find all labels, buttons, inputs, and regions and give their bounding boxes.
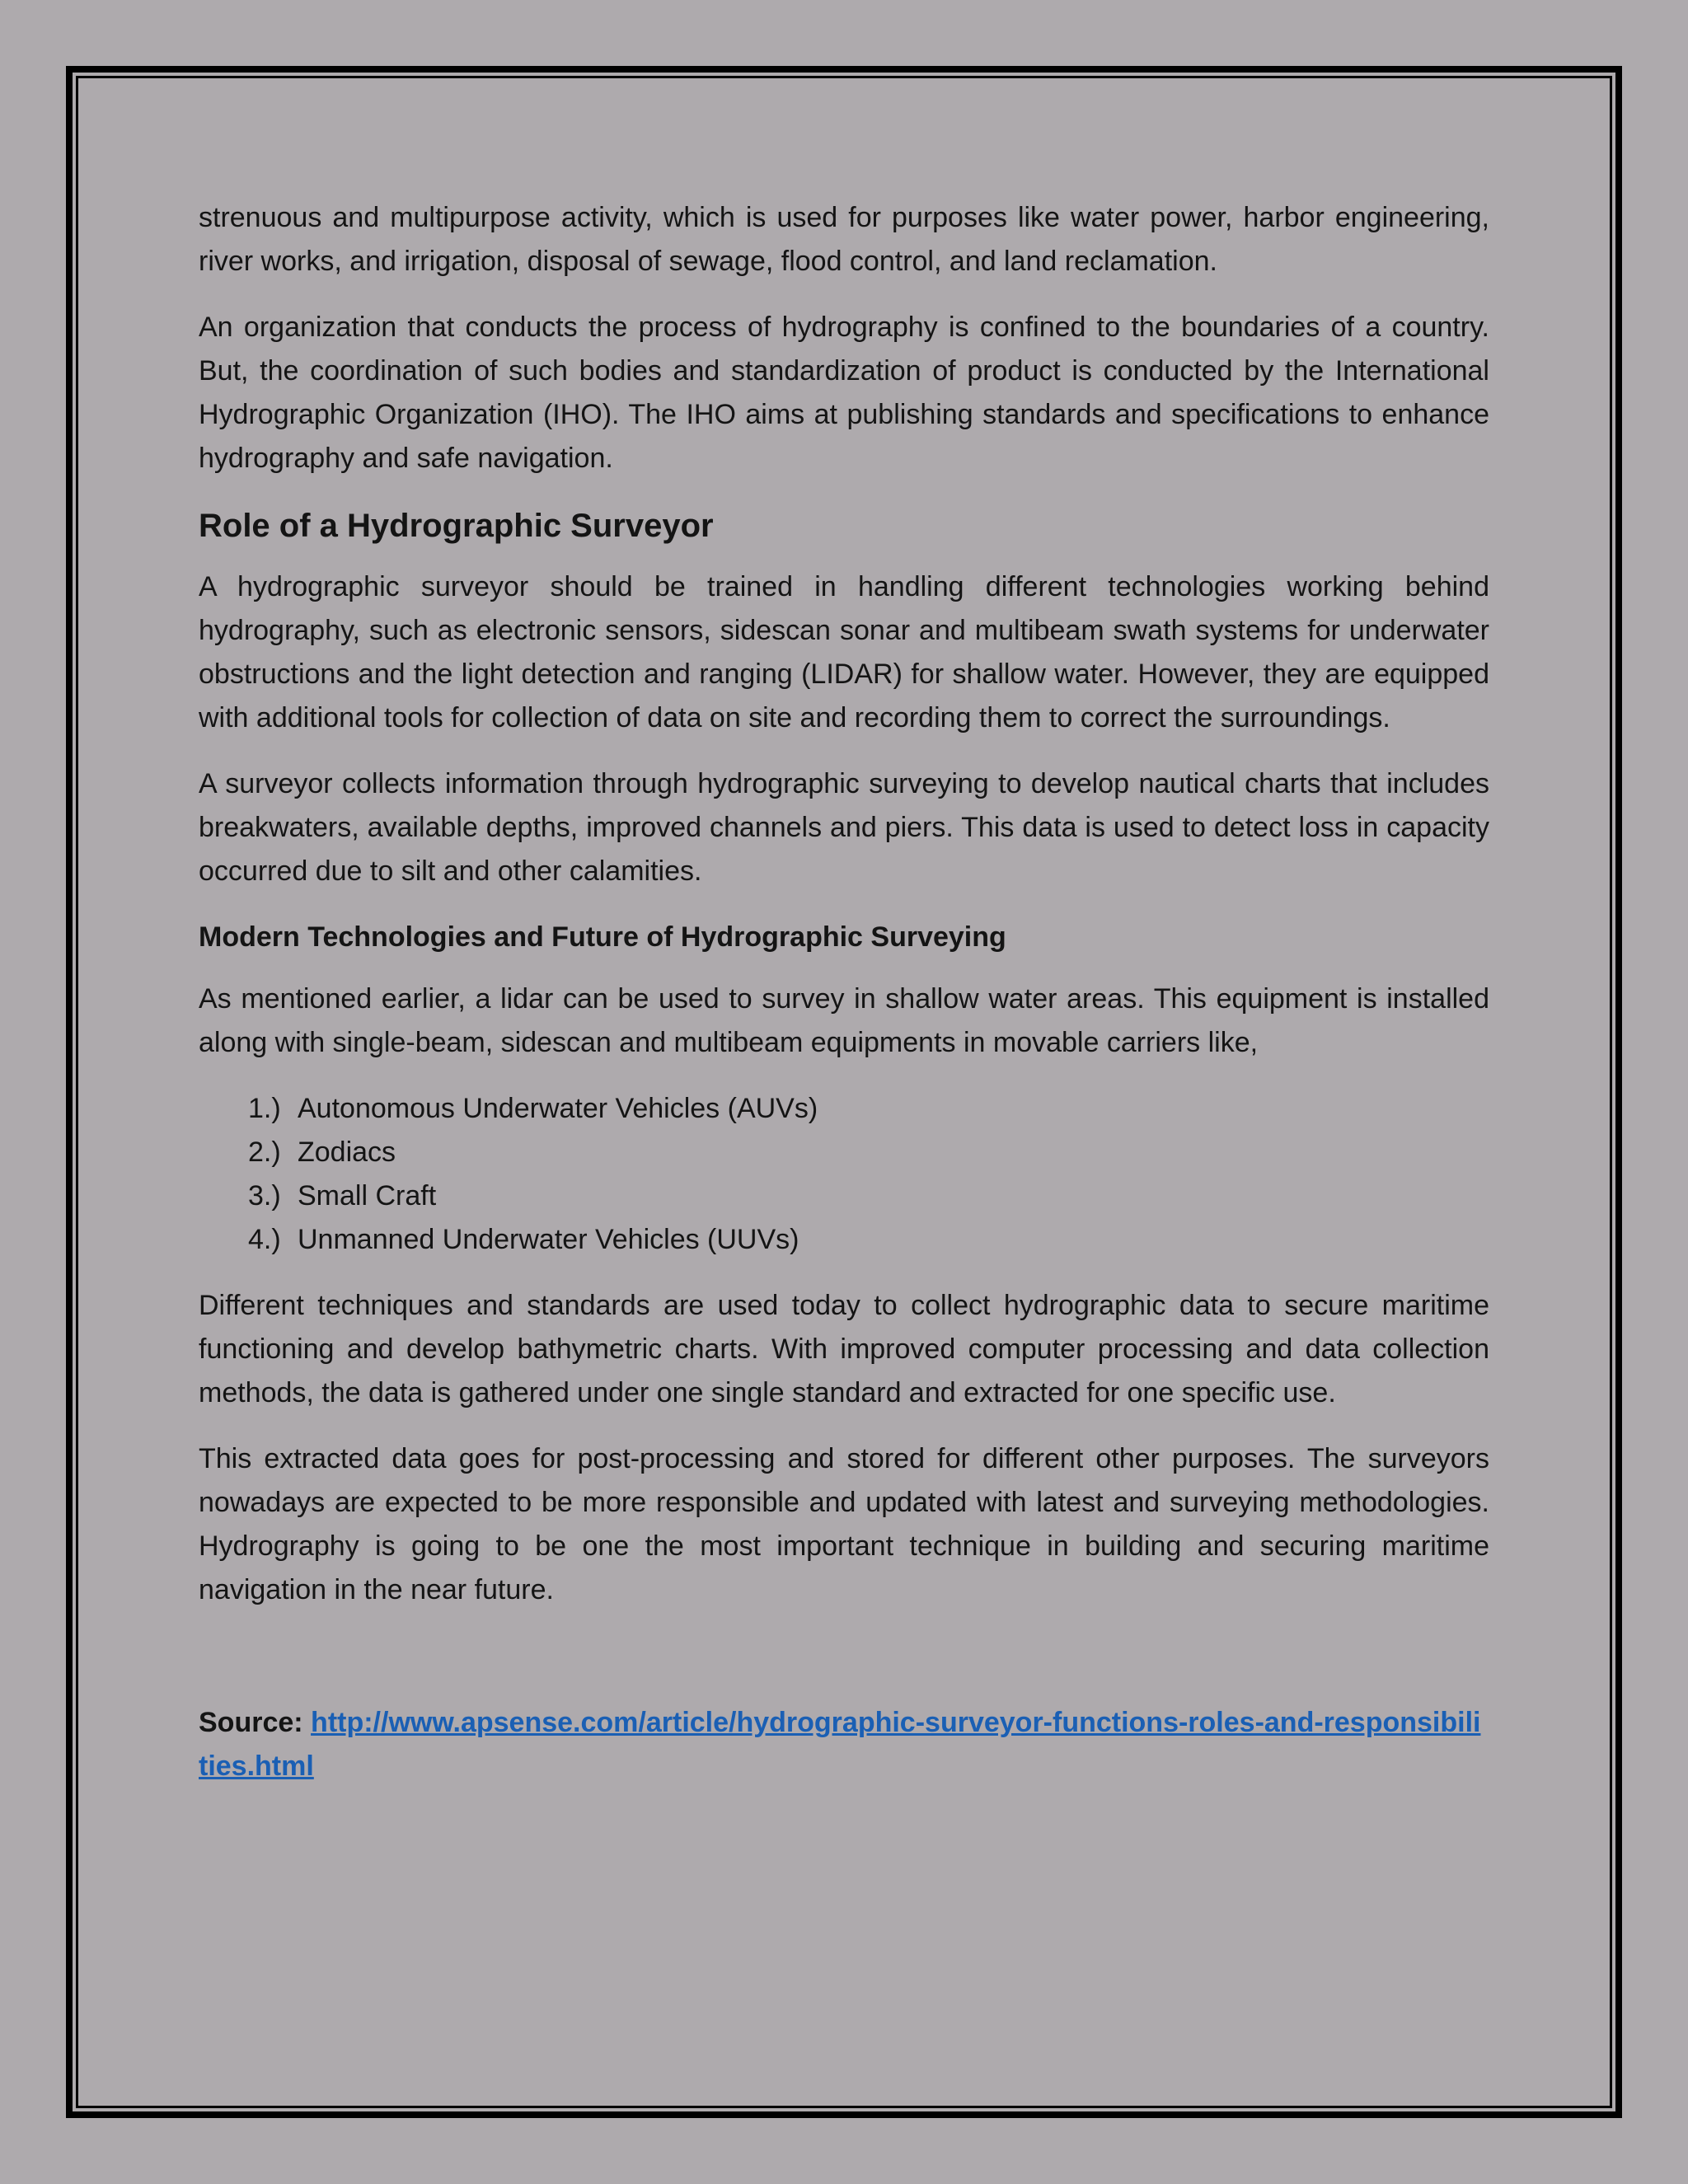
list-number: 4.) [248, 1224, 281, 1255]
section-heading-role: Role of a Hydrographic Surveyor [199, 508, 714, 544]
paragraph-techniques: Different techniques and standards are used today to collect hydrographic data to secure maritime functioning and develop bathymetric charts. With improved computer processing and data collection methods, the data is gathered under one single standard and extracted for one specific use. [199, 1290, 1489, 1408]
list-number: 2.) [248, 1137, 281, 1168]
subheading-modern-technologies: Modern Technologies and Future of Hydrographic Surveying [199, 921, 1006, 953]
source-link[interactable]: http://www.apsense.com/article/hydrographic-surveyor-functions-roles-and-responsibilities.html [199, 1707, 1481, 1782]
source-citation [199, 1701, 1489, 1788]
carrier-list [199, 1087, 1489, 1262]
document-body [199, 196, 1489, 1788]
list-text: Autonomous Underwater Vehicles (AUVs) [298, 1093, 818, 1124]
list-item [248, 1218, 1489, 1262]
paragraph-post-processing: This extracted data goes for post-processing and stored for different other purposes. The surveyors nowadays are expected to be more responsible and updated with latest and surveying methodologies. Hydrography is going to be one the most important technique in building and securing maritime navigation in the near future. [199, 1443, 1489, 1605]
list-item [248, 1087, 1489, 1131]
paragraph-continuation: strenuous and multipurpose activity, which is used for purposes like water power, harbor engineering, river works, and irrigation, disposal of sewage, flood control, and land reclamation. [199, 202, 1489, 277]
paragraph-iho: An organization that conducts the process of hydrography is confined to the boundaries of a country. But, the coordination of such bodies and standardization of product is conducted by the International Hydrographic Organization (IHO). The IHO aims at publishing standards and specifications to enhance hydrography and safe navigation. [199, 312, 1489, 474]
paragraph-surveyor-charts: A surveyor collects information through hydrographic surveying to develop nautical charts that includes breakwaters, available depths, improved channels and piers. This data is used to detect loss in capacity occurred due to silt and other calamities. [199, 768, 1489, 887]
list-item [248, 1131, 1489, 1174]
paragraph-lidar: As mentioned earlier, a lidar can be used to survey in shallow water areas. This equipment is installed along with single-beam, sidescan and multibeam equipments in movable carriers like, [199, 983, 1489, 1058]
list-number: 3.) [248, 1180, 281, 1212]
list-text: Small Craft [298, 1180, 437, 1212]
list-text: Unmanned Underwater Vehicles (UUVs) [298, 1224, 799, 1255]
list-item [248, 1174, 1489, 1218]
paragraph-surveyor-training: A hydrographic surveyor should be trained in handling different technologies working behind hydrography, such as electronic sensors, sidescan sonar and multibeam swath systems for underwater obstructions and the light detection and ranging (LIDAR) for shallow water. However, they are equipped with additional tools for collection of data on site and recording them to correct the surroundings. [199, 571, 1489, 733]
source-label: Source: [199, 1707, 303, 1738]
list-number: 1.) [248, 1093, 281, 1124]
list-text: Zodiacs [298, 1137, 396, 1168]
